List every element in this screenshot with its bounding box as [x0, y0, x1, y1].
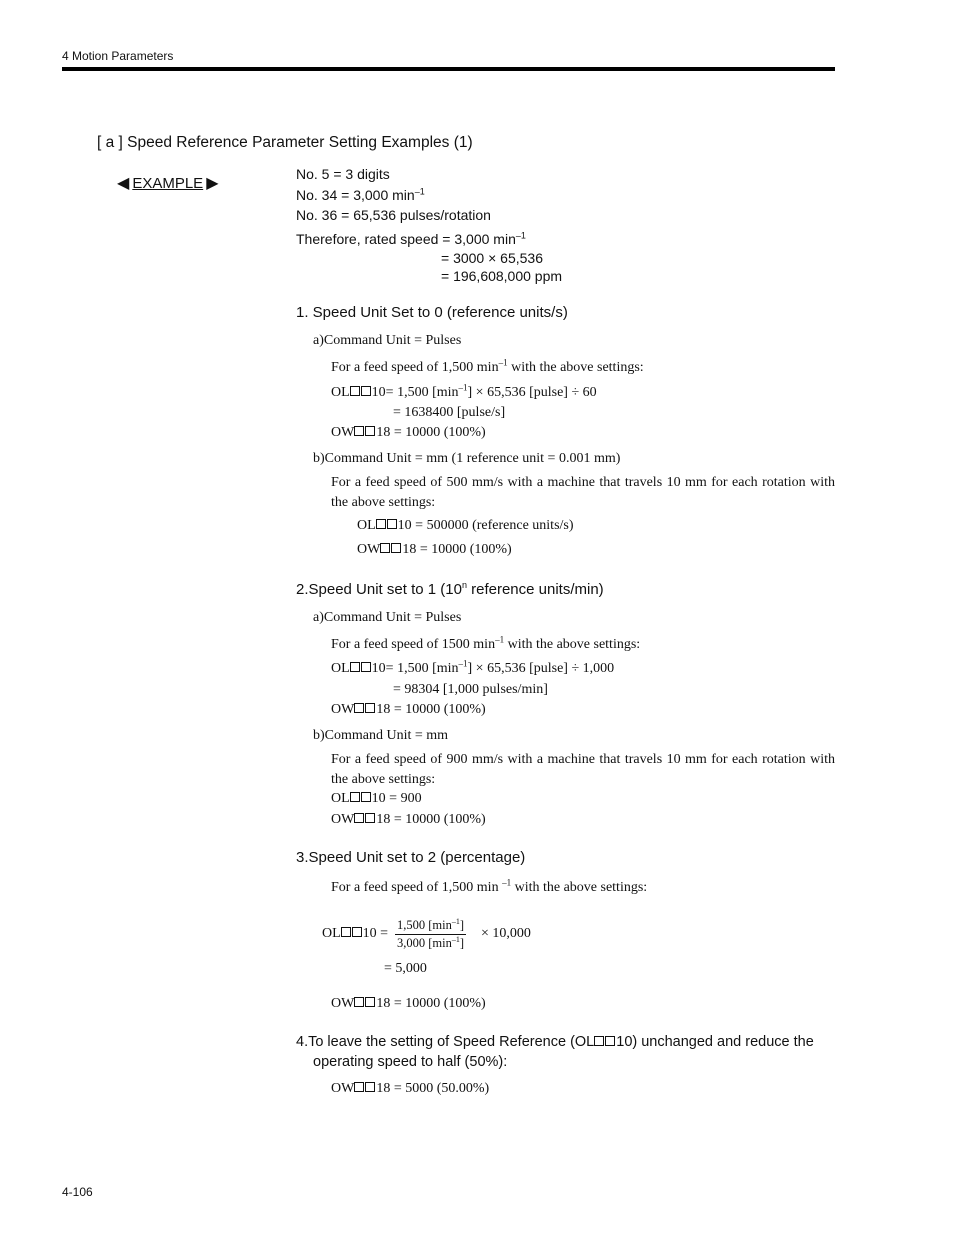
placeholder-boxes-icon	[380, 542, 402, 558]
fraction-numerator: 1,500 $[\min^{-1}]$	[395, 918, 466, 935]
item1-a-eq2: = 1638400 [pulse/s]	[393, 405, 506, 420]
item1-b-eq1: OL 10 = 500000 (reference units/s)	[357, 518, 574, 533]
item1-b-heading: b)Command Unit = mm (1 reference unit = 0.001 mm)	[313, 451, 621, 466]
item2-a-eq2: = 98304 [1,000 pulses/min]	[393, 682, 548, 697]
left-triangle-icon: ◀	[117, 175, 130, 192]
item2-a-text: For a feed speed of 1500 $\min^{-1}$ with the above settings:	[331, 634, 641, 652]
item3-text: For a feed speed of 1,500 min $^{-1}$ with the above settings:	[331, 877, 648, 895]
example-label: EXAMPLE	[132, 174, 204, 192]
item1-a-eq1: OL 10= 1,500 $[\min^{-1}] \times 65,536$ [pulse] ÷ 60	[331, 382, 597, 400]
rated-speed-calc: = 3000 × 65,536	[441, 250, 543, 266]
rated-speed-result: = 196,608,000 ppm	[441, 268, 563, 284]
item3-eq-lhs: OL 10 =	[322, 926, 389, 941]
item2-heading: 2.Speed Unit set to 1 (10$^n$ reference units/min)	[296, 580, 604, 598]
setting-no36: No. 36 = 65,536 pulses/rotation	[296, 207, 491, 223]
setting-no34: No. 34 = 3,000 $\min^{-1}$	[296, 186, 425, 203]
item4-line1: 4.To leave the setting of Speed Reference (OL 10) unchanged and reduce the	[296, 1034, 814, 1050]
placeholder-boxes-icon	[594, 1032, 616, 1052]
item2-a-eq3: OW 18 = 10000 (100%)	[331, 702, 486, 717]
item2-b-eq1: OL 10 = 900	[331, 791, 422, 806]
item3-fraction	[395, 918, 466, 951]
item2-b-text: For a feed speed of 900 mm/s with a machine that travels 10 mm for each rotation with the above settings:	[331, 752, 835, 787]
item3-eq-times: × 10,000	[481, 926, 531, 941]
placeholder-boxes-icon	[354, 702, 376, 718]
item1-a-heading: a)Command Unit = Pulses	[313, 333, 462, 348]
fraction-denominator: 3,000 $[\min^{-1}]$	[397, 934, 465, 950]
item4-heading	[296, 1032, 835, 1072]
item1-a-text: For a feed speed of 1,500 $\min^{-1}$ with the above settings:	[331, 357, 644, 375]
item4-line2: operating speed to half (50%):	[313, 1054, 508, 1070]
placeholder-boxes-icon	[341, 926, 363, 942]
placeholder-boxes-icon	[354, 812, 376, 828]
item2-a-eq1: OL 10= 1,500 $[\min^{-1}] \times 65,536$ [pulse] ÷ 1,000	[331, 658, 615, 676]
item2-b-heading: b)Command Unit = mm	[313, 728, 449, 743]
setting-no5: No. 5 = 3 digits	[296, 166, 390, 182]
rated-speed-line: Therefore, rated speed = 3,000 $\min^{-1}$	[296, 230, 526, 247]
item1-b-text: For a feed speed of 500 mm/s with a machine that travels 10 mm for each rotation with the above settings:	[331, 475, 835, 510]
placeholder-boxes-icon	[350, 661, 372, 677]
placeholder-boxes-icon	[354, 996, 376, 1012]
item3-heading: 3.Speed Unit set to 2 (percentage)	[296, 849, 526, 866]
right-triangle-icon: ▶	[206, 175, 219, 192]
placeholder-boxes-icon	[350, 791, 372, 807]
item3-eq-result: = 5,000	[384, 961, 427, 976]
chapter-header: 4 Motion Parameters	[62, 49, 174, 63]
item3-ow: OW 18 = 10000 (100%)	[331, 996, 486, 1011]
section-title: [ a ] Speed Reference Parameter Setting Examples (1)	[97, 134, 473, 151]
header-rule	[62, 67, 835, 71]
item2-a-heading: a)Command Unit = Pulses	[313, 610, 462, 625]
placeholder-boxes-icon	[376, 518, 398, 534]
placeholder-boxes-icon	[350, 385, 372, 401]
placeholder-boxes-icon	[354, 425, 376, 441]
item1-b-eq2: OW 18 = 10000 (100%)	[357, 542, 512, 557]
item4-ow: OW 18 = 5000 (50.00%)	[331, 1081, 490, 1096]
item1-heading: 1. Speed Unit Set to 0 (reference units/s)	[296, 304, 568, 321]
page-number: 4-106	[62, 1185, 93, 1199]
placeholder-boxes-icon	[354, 1081, 376, 1097]
example-badge	[117, 173, 219, 193]
item1-a-eq3: OW 18 = 10000 (100%)	[331, 425, 486, 440]
item2-b-eq2: OW 18 = 10000 (100%)	[331, 812, 486, 827]
